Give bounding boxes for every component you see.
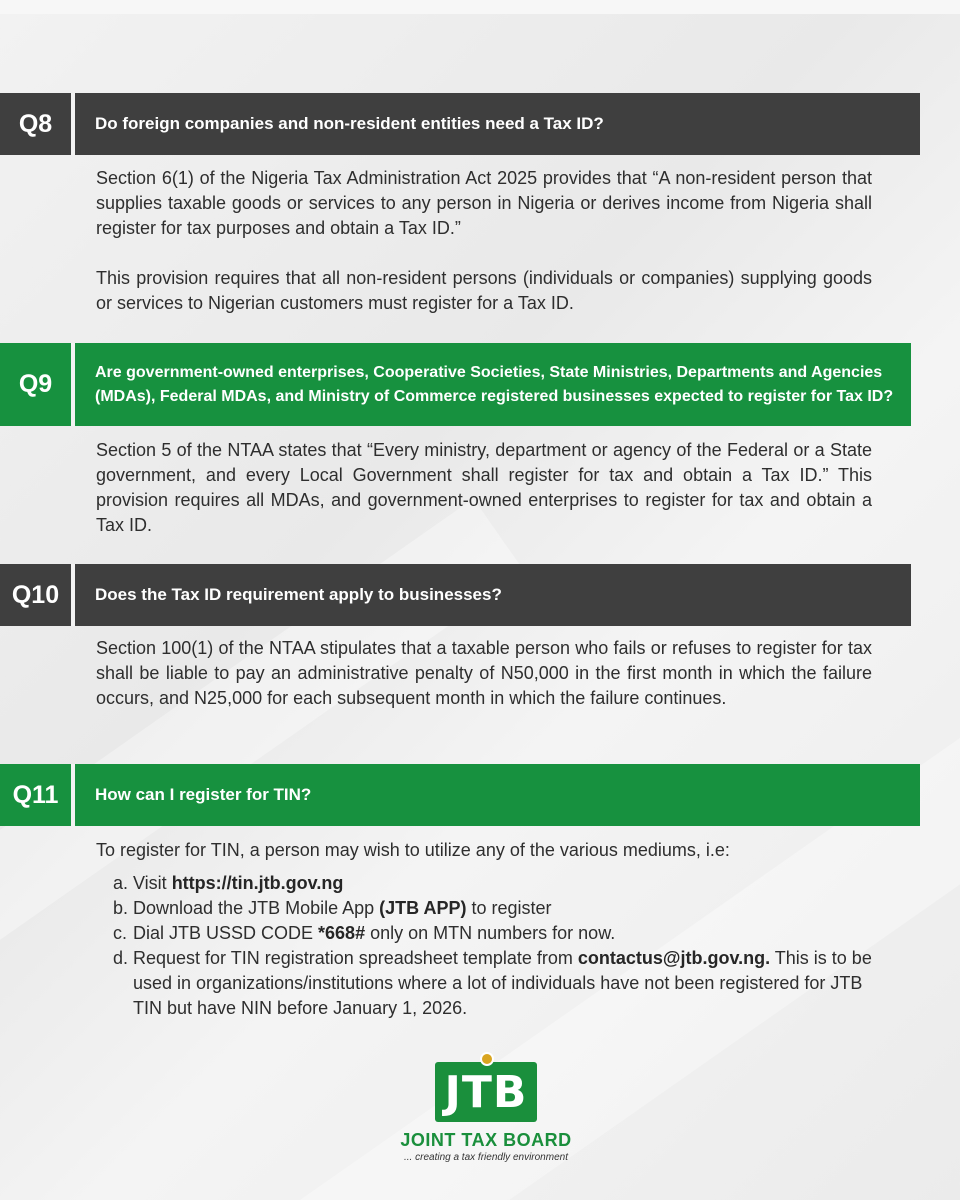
answer-paragraph: Section 100(1) of the NTAA stipulates that a taxable person who fails or refuses to register for tax shall be liable to pay an administrative penalty of N50,000 in the first month in which the failure occurs, and N25,000 for each subsequent month in which the failure continues. [96,638,872,708]
registration-methods-list [113,871,873,1021]
answer-q10 [96,636,872,711]
question-bar-q9 [0,343,911,426]
question-bar-q11 [0,764,920,826]
question-text: How can I register for TIN? [75,764,920,826]
list-item [113,921,873,946]
list-marker: a. [113,873,129,893]
question-text: Does the Tax ID requirement apply to businesses? [75,564,911,626]
list-item [113,946,873,1021]
question-number: Q10 [0,564,75,626]
contact-email-link[interactable]: contactus@jtb.gov.ng. [577,948,771,968]
answer-q8 [96,166,872,316]
list-marker: c. [113,923,128,943]
list-text: Download the JTB Mobile App (JTB APP) to register [133,898,552,918]
question-bar-q10 [0,564,911,626]
jtb-logo [396,1062,576,1172]
logo-mark [435,1062,537,1122]
question-number: Q9 [0,343,75,426]
logo-name: JOINT TAX BOARD [400,1130,572,1150]
portal-link[interactable]: https://tin.jtb.gov.ng [171,873,344,893]
answer-paragraph: Section 5 of the NTAA states that “Every ministry, department or agency of the Federal or a State government, and every Local Government shall register for tax and obtain a Tax ID.” This provision requires all MDAs, and government-owned enterprises to register for tax and obtain a Tax ID. [96,440,872,535]
coat-of-arms-icon [480,1052,494,1066]
answer-q9 [96,438,872,538]
list-text: Request for TIN registration spreadsheet template from contactus@jtb.gov.ng. This is to be used in organizations/institutions where a lot of individuals have not been registered for JTB TIN but have NIN before January 1, 2026. [133,948,872,1018]
logo-mark-text: JTB [444,1066,528,1118]
list-item [113,871,873,896]
logo-tagline: ... creating a tax friendly environment [404,1152,568,1163]
list-item [113,896,873,921]
list-marker: d. [113,948,129,968]
answer-paragraph: Section 6(1) of the Nigeria Tax Administration Act 2025 provides that “A non-resident person that supplies taxable goods or services to any person in Nigeria or derives income from Nigeria shall register for tax purposes and obtain a Tax ID.” [96,168,872,238]
top-band [0,0,960,14]
answer-paragraph: This provision requires that all non-resident persons (individuals or companies) supplying goods or services to Nigerian customers must register for a Tax ID. [96,268,872,313]
question-number: Q11 [0,764,75,826]
answer-q11-intro: To register for TIN, a person may wish to utilize any of the various mediums, i.e: [96,840,730,860]
list-text: Visit https://tin.jtb.gov.ng [133,873,344,893]
question-number: Q8 [0,93,75,155]
question-text: Are government-owned enterprises, Cooperative Societies, State Ministries, Departments and Agencies (MDAs), Federal MDAs, and Ministry of Commerce registered businesses expected to register for Tax ID? [75,343,911,426]
list-text: Dial JTB USSD CODE *668# only on MTN numbers for now. [133,923,616,943]
question-bar-q8 [0,93,920,155]
list-marker: b. [113,898,129,918]
question-text: Do foreign companies and non-resident entities need a Tax ID? [75,93,920,155]
